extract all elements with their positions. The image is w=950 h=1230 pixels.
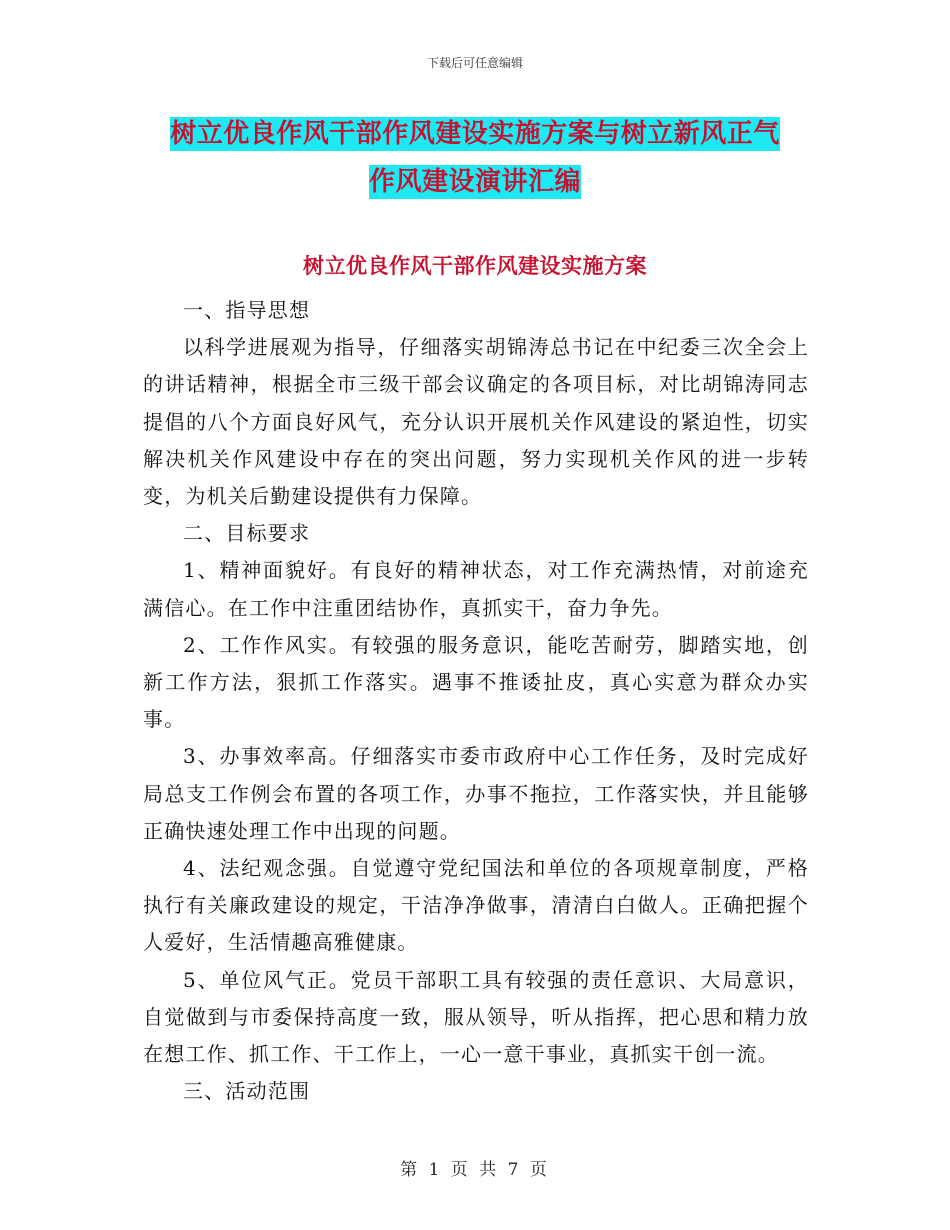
document-title — [143, 110, 807, 206]
heading-scope: 三、活动范围 — [183, 1079, 311, 1104]
paragraph-goal-2: 2、工作作风实。有较强的服务意识，能吃苦耐劳，脚踏实地，创新工作方法，狠抓工作落实。遇事不推诿扯皮，真心实意为群众办实事。 — [143, 632, 809, 732]
paragraph-goal-5: 5、单位风气正。党员干部职工具有较强的责任意识、大局意识，自觉做到与市委保持高度一致，服从领导，听从指挥，把心思和精力放在想工作、抓工作、干工作上，一心一意干事业，真抓实干创一流。 — [143, 967, 809, 1067]
section-title: 树立优良作风干部作风建设实施方案 — [303, 254, 647, 278]
paragraph-guiding-thought: 以科学进展观为指导，仔细落实胡锦涛总书记在中纪委三次全会上的讲话精神，根据全市三级干部会议确定的各项目标，对比胡锦涛同志提倡的八个方面良好风气，充分认识开展机关作风建设的紧迫性，切实解决机关作风建设中存在的突出问题，努力实现机关作风的进一步转变，为机关后勤建设提供有力保障。 — [143, 335, 809, 509]
title-line-1: 树立优良作风干部作风建设实施方案与树立新风正气 — [170, 119, 780, 149]
header-note: 下载后可任意编辑 — [426, 56, 523, 70]
heading-goals: 二、目标要求 — [183, 521, 311, 546]
paragraph-goal-1: 1、精神面貌好。有良好的精神状态，对工作充满热情，对前途充满信心。在工作中注重团结协作，真抓实干，奋力争先。 — [143, 558, 809, 620]
paragraph-goal-3: 3、办事效率高。仔细落实市委市政府中心工作任务，及时完成好局总支工作例会布置的各项工作，办事不拖拉，工作落实快，并且能够正确快速处理工作中出现的问题。 — [143, 744, 809, 843]
paragraph-goal-4: 4、法纪观念强。自觉遵守党纪国法和单位的各项规章制度，严格执行有关廉政建设的规定，干洁净净做事，清清白白做人。正确把握个人爱好，生活情趣高雅健康。 — [143, 856, 809, 955]
document-body — [143, 292, 809, 1110]
title-line-2: 作风建设演讲汇编 — [368, 167, 581, 197]
heading-guiding-thought: 一、指导思想 — [183, 298, 311, 322]
page-footer: 第 1 页 共 7 页 — [400, 1160, 550, 1180]
